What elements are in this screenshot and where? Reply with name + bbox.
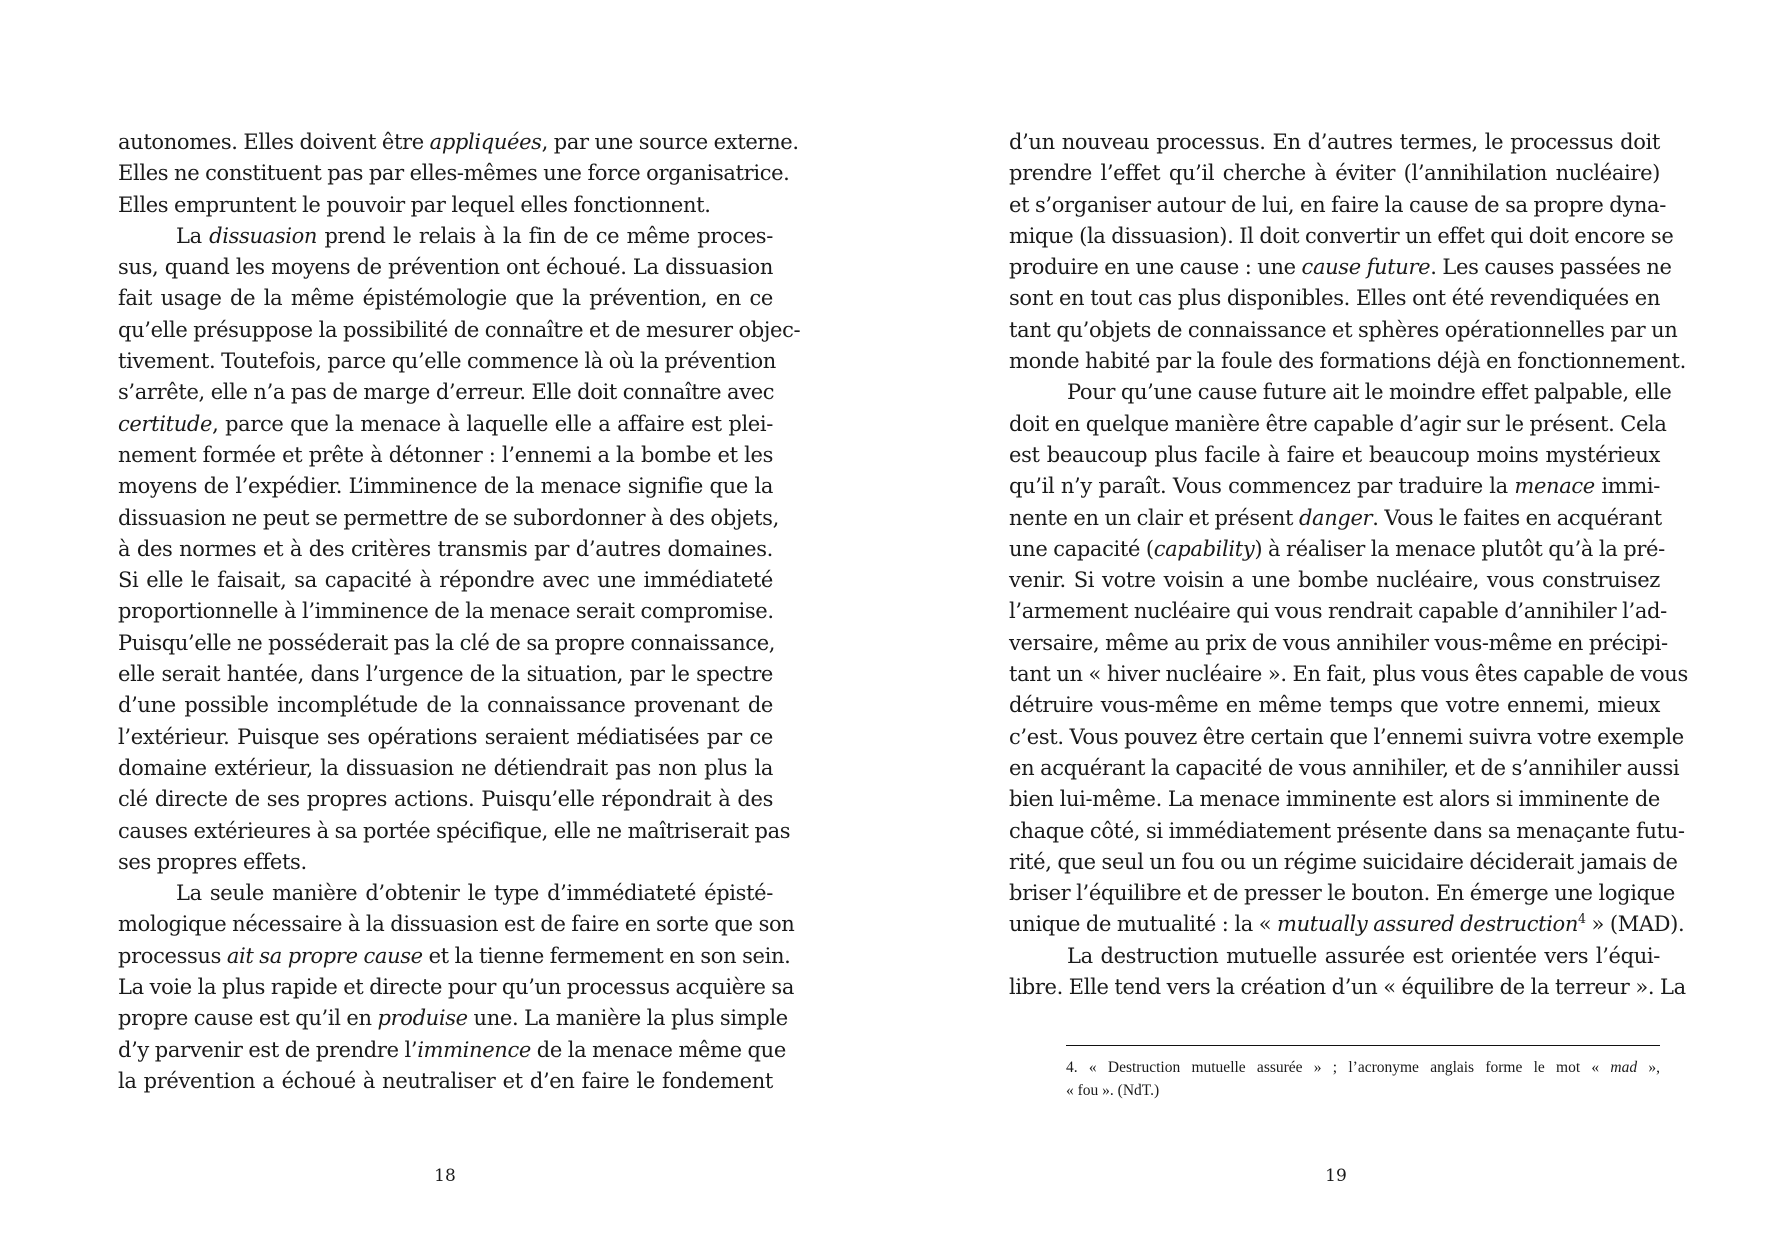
text-line bbox=[118, 221, 773, 252]
text-run: briser l’équilibre et de presser le bouton. En émerge une logique bbox=[1009, 881, 1675, 906]
text-run: produire en une cause : une bbox=[1009, 255, 1302, 280]
text-run: bien lui-même. La menace imminente est alors si imminente de bbox=[1009, 787, 1660, 812]
text-run: doit en quelque manière être capable d’agir sur le présent. Cela bbox=[1009, 411, 1667, 436]
text-run: chaque côté, si immédiatement présente dans sa menaçante futu- bbox=[1009, 818, 1685, 843]
text-line bbox=[118, 534, 773, 565]
footnote bbox=[1066, 1056, 1660, 1102]
text-run: « fou ». (NdT.) bbox=[1066, 1082, 1160, 1099]
italic-text: cause future bbox=[1301, 255, 1431, 280]
text-line bbox=[118, 565, 773, 596]
text-run: en acquérant la capacité de vous annihiler, et de s’annihiler aussi bbox=[1009, 755, 1680, 780]
text-line bbox=[1009, 221, 1674, 252]
text-run: ses propres effets. bbox=[118, 849, 307, 874]
text-run: Elles ne constituent pas par elles-mêmes une force organisatrice. bbox=[118, 161, 790, 186]
italic-text: menace bbox=[1514, 474, 1595, 499]
text-run: d’une possible incomplétude de la connaissance provenant de bbox=[118, 693, 773, 718]
text-run: processus bbox=[118, 943, 227, 968]
page-number-right: 19 bbox=[1325, 1166, 1347, 1186]
text-run: immi- bbox=[1594, 474, 1660, 499]
text-line bbox=[1009, 534, 1665, 565]
text-line bbox=[118, 409, 773, 440]
text-run: unique de mutualité : la « bbox=[1009, 912, 1278, 937]
text-line bbox=[1009, 753, 1680, 784]
text-run: l’extérieur. Puisque ses opérations seraient médiatisées par ce bbox=[118, 724, 773, 749]
text-line bbox=[1009, 409, 1667, 440]
right-page-body bbox=[1009, 127, 1688, 1003]
text-run: propre cause est qu’il en bbox=[118, 1006, 378, 1031]
italic-text: mutually assured destruction bbox=[1277, 912, 1579, 937]
text-run: Si elle le faisait, sa capacité à répondre avec une immédiateté bbox=[118, 568, 773, 593]
text-run: sus, quand les moyens de prévention ont échoué. La dissuasion bbox=[118, 255, 773, 280]
text-line bbox=[1009, 471, 1660, 502]
text-run: l’armement nucléaire qui vous rendrait capable d’annihiler l’ad- bbox=[1009, 599, 1667, 624]
text-run: nement formée et prête à détonner : l’ennemi a la bombe et les bbox=[118, 442, 773, 467]
footnote-marker: 4 bbox=[1578, 911, 1586, 927]
italic-text: dissuasion bbox=[209, 223, 318, 248]
text-line bbox=[118, 659, 773, 690]
text-line bbox=[1009, 190, 1666, 221]
text-run: rité, que seul un fou ou un régime suicidaire déciderait jamais de bbox=[1009, 849, 1678, 874]
text-run: s’arrête, elle n’a pas de marge d’erreur. Elle doit connaître avec bbox=[118, 380, 775, 405]
text-line bbox=[118, 596, 773, 627]
text-line bbox=[118, 158, 790, 189]
text-run: », bbox=[1637, 1059, 1661, 1076]
text-run: monde habité par la foule des formations déjà en fonctionnement. bbox=[1009, 349, 1686, 374]
text-run: à des normes et à des critères transmis par d’autres domaines. bbox=[118, 536, 773, 561]
text-run: clé directe de ses propres actions. Puisqu’elle répondrait à des bbox=[118, 787, 773, 812]
text-line bbox=[118, 941, 791, 972]
text-run: mologique nécessaire à la dissuasion est de faire en sorte que son bbox=[118, 912, 795, 937]
text-line bbox=[118, 753, 773, 784]
text-run: Pour qu’une cause future ait le moindre effet palpable, elle bbox=[1067, 380, 1672, 405]
text-line bbox=[118, 346, 776, 377]
text-line bbox=[1009, 722, 1684, 753]
text-run: une. La manière la plus simple bbox=[467, 1006, 788, 1031]
text-line bbox=[1009, 941, 1660, 972]
text-line bbox=[118, 909, 795, 940]
text-line bbox=[1009, 628, 1668, 659]
text-run: qu’elle présuppose la possibilité de connaître et de mesurer objec- bbox=[118, 317, 801, 342]
italic-text: capability bbox=[1153, 536, 1255, 561]
italic-text: appliquées bbox=[429, 130, 542, 154]
text-line bbox=[118, 377, 773, 408]
text-run: 4. « Destruction mutuelle assurée » ; l’acronyme anglais forme le mot « bbox=[1066, 1059, 1611, 1076]
text-line bbox=[1009, 127, 1660, 158]
text-run: ) à réaliser la menace plutôt qu’à la pré- bbox=[1254, 536, 1665, 561]
text-run: proportionnelle à l’imminence de la menace serait compromise. bbox=[118, 599, 774, 624]
text-line bbox=[1066, 1056, 1660, 1079]
text-line bbox=[118, 722, 773, 753]
text-line bbox=[118, 690, 773, 721]
text-run: d’un nouveau processus. En d’autres termes, le processus doit bbox=[1009, 130, 1660, 154]
text-line bbox=[1009, 659, 1688, 690]
text-line bbox=[118, 784, 773, 815]
text-run: tant un « hiver nucléaire ». En fait, plus vous êtes capable de vous bbox=[1009, 662, 1688, 687]
text-run: . Vous le faites en acquérant bbox=[1372, 505, 1662, 530]
text-line bbox=[1009, 847, 1678, 878]
text-line bbox=[1009, 252, 1672, 283]
text-run: nente en un clair et présent bbox=[1009, 505, 1299, 530]
text-line bbox=[1009, 690, 1660, 721]
text-run: » (MAD). bbox=[1585, 912, 1685, 937]
text-run: La seule manière d’obtenir le type d’immédiateté épisté- bbox=[176, 881, 773, 906]
italic-text: ait sa propre cause bbox=[226, 943, 423, 968]
text-run: sont en tout cas plus disponibles. Elles ont été revendiquées en bbox=[1009, 286, 1660, 311]
left-page-body bbox=[118, 127, 801, 1097]
text-run: et la tienne fermement en son sein. bbox=[422, 943, 791, 968]
text-line bbox=[1009, 909, 1685, 940]
text-line bbox=[1009, 784, 1660, 815]
page-number-left: 18 bbox=[434, 1166, 456, 1186]
text-line bbox=[118, 252, 773, 283]
text-run: prend le relais à la fin de ce même proces- bbox=[317, 223, 773, 248]
italic-text: imminence bbox=[417, 1037, 531, 1062]
text-line bbox=[118, 628, 776, 659]
text-run: est beaucoup plus facile à faire et beaucoup moins mystérieux bbox=[1009, 442, 1660, 467]
text-line bbox=[118, 283, 773, 314]
text-run: Puisqu’elle ne posséderait pas la clé de sa propre connaissance, bbox=[118, 630, 776, 655]
italic-text: produise bbox=[377, 1006, 468, 1031]
text-line bbox=[118, 315, 801, 346]
text-line bbox=[118, 1035, 786, 1066]
text-line bbox=[118, 878, 773, 909]
footnote-separator bbox=[1066, 1045, 1660, 1046]
text-line bbox=[1009, 283, 1660, 314]
text-run: venir. Si votre voisin a une bombe nucléaire, vous construisez bbox=[1009, 568, 1660, 593]
text-line bbox=[1009, 377, 1672, 408]
text-run: versaire, même au prix de vous annihiler vous-même en précipi- bbox=[1009, 630, 1668, 655]
text-line bbox=[118, 1003, 788, 1034]
italic-text: danger bbox=[1298, 505, 1373, 530]
text-run: mique (la dissuasion). Il doit convertir un effet qui doit encore se bbox=[1009, 223, 1674, 248]
text-line bbox=[1009, 565, 1660, 596]
text-run: fait usage de la même épistémologie que la prévention, en ce bbox=[118, 286, 773, 311]
text-line bbox=[118, 972, 795, 1003]
text-line bbox=[1009, 596, 1667, 627]
text-line bbox=[1009, 878, 1675, 909]
text-run: moyens de l’expédier. L’imminence de la menace signifie que la bbox=[118, 474, 773, 499]
text-run: , parce que la menace à laquelle elle a affaire est plei- bbox=[212, 411, 773, 436]
text-line bbox=[1009, 503, 1660, 534]
italic-text: mad bbox=[1610, 1059, 1638, 1076]
text-run: La bbox=[176, 223, 210, 248]
text-line bbox=[1009, 440, 1660, 471]
text-run: détruire vous-même en même temps que votre ennemi, mieux bbox=[1009, 693, 1660, 718]
text-line bbox=[1009, 972, 1686, 1003]
text-run: domaine extérieur, la dissuasion ne détiendrait pas non plus la bbox=[118, 755, 773, 780]
text-line bbox=[1066, 1079, 1660, 1102]
text-run: libre. Elle tend vers la création d’un « équilibre de la terreur ». La bbox=[1009, 975, 1686, 1000]
text-run: . Les causes passées ne bbox=[1430, 255, 1672, 280]
text-run: tant qu’objets de connaissance et sphères opérationnelles par un bbox=[1009, 317, 1678, 342]
text-run: tivement. Toutefois, parce qu’elle commence là où la prévention bbox=[118, 349, 776, 374]
text-line bbox=[1009, 315, 1678, 346]
text-run: d’y parvenir est de prendre l’ bbox=[118, 1037, 418, 1062]
text-line bbox=[118, 127, 799, 158]
text-line bbox=[118, 816, 791, 847]
text-run: prendre l’effet qu’il cherche à éviter (l’annihilation nucléaire) bbox=[1009, 161, 1660, 186]
italic-text: certitude bbox=[118, 411, 213, 436]
text-run: dissuasion ne peut se permettre de se subordonner à des objets, bbox=[118, 505, 779, 530]
text-line bbox=[118, 440, 773, 471]
text-run: une capacité ( bbox=[1009, 536, 1154, 561]
text-run: c’est. Vous pouvez être certain que l’ennemi suivra votre exemple bbox=[1009, 724, 1684, 749]
text-run: autonomes. Elles doivent être bbox=[118, 130, 430, 154]
text-run: de la menace même que bbox=[530, 1037, 786, 1062]
text-line bbox=[1009, 346, 1686, 377]
text-line bbox=[1009, 158, 1660, 189]
text-line bbox=[118, 471, 773, 502]
text-run: La destruction mutuelle assurée est orientée vers l’équi- bbox=[1067, 943, 1660, 968]
text-run: Elles empruntent le pouvoir par lequel elles fonctionnent. bbox=[118, 192, 711, 217]
text-run: , par une source externe. bbox=[541, 130, 799, 154]
text-run: La voie la plus rapide et directe pour qu’un processus acquière sa bbox=[118, 975, 795, 1000]
text-line bbox=[118, 847, 773, 878]
text-line bbox=[118, 503, 779, 534]
text-line bbox=[118, 1066, 773, 1097]
text-run: elle serait hantée, dans l’urgence de la situation, par le spectre bbox=[118, 662, 773, 687]
text-line bbox=[1009, 816, 1685, 847]
text-run: causes extérieures à sa portée spécifique, elle ne maîtriserait pas bbox=[118, 818, 791, 843]
text-run: la prévention a échoué à neutraliser et d’en faire le fondement bbox=[118, 1068, 773, 1093]
text-run: et s’organiser autour de lui, en faire la cause de sa propre dyna- bbox=[1009, 192, 1666, 217]
text-run: qu’il n’y paraît. Vous commencez par traduire la bbox=[1009, 474, 1515, 499]
text-line bbox=[118, 190, 773, 221]
